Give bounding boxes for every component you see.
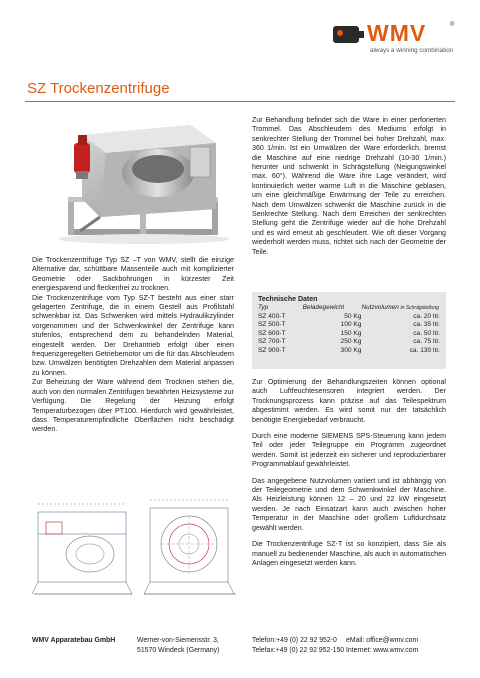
header-volume bbox=[361, 304, 440, 313]
paragraph-treatment: Zur Behandlung befindet sich die Ware in einer perforierten Trommel. Das Abschleudern des Mediums erfolgt in senkrechter Stellung der Trommel bei hoher Drehzahl, max. 360 1/min. Ist ein Umwälzen der Ware erforderlich, bremst die Maschine auf eine niedrige Drehzahl (10-30 1/min.) herunter und schwenkt in Schrägstellung (Neigungswinkel max. 60°). Während die Ware ihre Lage verändert, wird kontinuierlich weiter warme Luft in die Maschine geblasen, um eine gleichmäßige Erwärmung der Teile zu erreichen. Nach dem Umwälzen schwenkt die Maschine zurück in die Senkrechte Stellung. Nach dem Erreichen der senkrechten Stellung geht die Zentrifuge wieder auf die hohe Drehzahl und es wird erneut ab geschleudert. Wie oft dieser Vorgang wiederholt werden muss, richtet sich nach der Geometrie der Teile. bbox=[252, 116, 446, 256]
technical-drawings bbox=[32, 494, 238, 598]
table-row bbox=[258, 338, 440, 347]
cell-volume: ca. 35 ltr. bbox=[413, 321, 440, 329]
technical-drawing-icon bbox=[32, 494, 238, 598]
header-load-weight: Beladegewicht bbox=[302, 304, 345, 311]
cell-volume: ca. 75 ltr. bbox=[413, 338, 440, 346]
phone-number: Telefon:+49 (0) 22 92 952-0 bbox=[252, 637, 337, 644]
paragraph-heating: Zur Beheizung der Ware während dem Trocknen stehen die, auch von den normalen Zentrifugen bewährten Heizsysteme zur Verfügung. Die Regelung der Heizung erfolgt Temperaturbezogen über PT100. Hierdurch wird gewährleistet, dass Temperaturempfindliche Oberflächen nicht beschädigt werden. bbox=[32, 378, 234, 434]
technical-data-table bbox=[258, 304, 440, 356]
centrifuge-machine-photo bbox=[40, 113, 240, 255]
logo-tagline: always a winning combination bbox=[370, 47, 454, 54]
table-row bbox=[258, 313, 440, 322]
paragraph-sensors: Zur Optimierung der Behandlungszeiten können optional auch Luftfeuchtesensoren integriert werden. Der Trocknungsprozess kann präzise auf das Teilespektrum abgestimmt werden. Es wird somit nur der tatsächlich benötigte Energiebedarf verbraucht. bbox=[252, 378, 446, 424]
technical-data-title: Technische Daten bbox=[258, 296, 318, 303]
cell-type: SZ 600-T bbox=[258, 329, 286, 337]
wmv-logo-icon bbox=[333, 26, 359, 43]
cell-weight: 50 Kg bbox=[344, 312, 362, 320]
address-city: 51570 Windeck (Germany) bbox=[137, 647, 220, 654]
centrifuge-machine-icon bbox=[40, 113, 240, 255]
header-volume-label: Nutzvolumen bbox=[361, 304, 399, 311]
paragraph-usage: Die Trockenzentrifuge SZ-T ist so konzipiert, dass Sie als manuell zu bedienender Maschine, als auch in automatischen Anlagen eingesetzt werden kann. bbox=[252, 540, 447, 567]
company-name: WMV Apparatebau GmbH bbox=[32, 637, 116, 644]
paragraph-construction: Die Trockenzentrifuge vom Typ SZ-T besteht aus einer starr gelagerten Zentrifuge, die in einem Gestell aus Profilstahl schwenkbar ist. Das Schwenken wird mittels Hydraulikzylinder vorgenommen und der Schwenkwinkel der Zentrifuge kann stufenlos, entsprechend dem zu behandelnden Material, eingestellt werden. Der Drehantrieb erfolgt über einen frequenzgeregelten Getriebemotor um die für das Abschleudern bzw. Umwälzen benötigten Drehzahlen dem Material anpassen zu können. bbox=[32, 293, 234, 377]
title-divider bbox=[25, 101, 455, 102]
cell-type: SZ 400-T bbox=[258, 312, 286, 320]
wmv-logo bbox=[333, 22, 455, 56]
cell-volume: ca. 50 ltr. bbox=[413, 329, 440, 337]
table-header-row bbox=[258, 304, 440, 313]
paragraph-control: Durch eine moderne SIEMENS SPS-Steuerung kann jedem Teil oder jeder Teilegruppe ein Programm zugeordnet werden. Somit ist jederzeit ein sicherer und reproduzierbarer Programmablauf gewährleistet. bbox=[252, 432, 446, 469]
left-text-column bbox=[32, 256, 234, 435]
cell-volume: ca. 130 ltr. bbox=[409, 346, 440, 354]
cell-type: SZ 500-T bbox=[258, 321, 286, 329]
fax-number: Telefax:+49 (0) 22 92 952-150 bbox=[252, 647, 345, 654]
cell-type: SZ 700-T bbox=[258, 338, 286, 346]
paragraph-volume: Das angegebene Nutzvolumen variiert und ist abhängig von der Teilegeometrie und dem Schwenkwinkel der Maschine. Als Heizleistung können 12 – 20 und 22 kW eingesetzt werden. Je nach Einsatzart kann auch zwischen hoher Temperatur in der Maschine oder großem Luftdurchsatz gewählt werden. bbox=[252, 476, 446, 532]
cell-weight: 150 Kg bbox=[340, 329, 362, 337]
right-text-column bbox=[252, 116, 446, 257]
website-link[interactable]: Internet: www.wmv.com bbox=[346, 647, 419, 654]
email-link[interactable]: eMail: office@wmv.com bbox=[346, 637, 419, 644]
right-lower-text-column bbox=[252, 378, 446, 568]
paragraph-intro: Die Trockenzentrifuge Typ SZ –T von WMV, stellt die einzige Alternative dar, schüttbare Massenteile auch mit komplizierter Geometrie oder Sackbohrungen in kürzester Zeit energiesparend und fleckenfrei zu trocknen. bbox=[32, 256, 234, 293]
page-title: SZ Trockenzentrifuge bbox=[27, 80, 170, 97]
table-row bbox=[258, 347, 440, 356]
cell-type: SZ 900-T bbox=[258, 346, 286, 354]
footer-contact bbox=[346, 636, 418, 656]
technical-data-box bbox=[252, 292, 446, 369]
footer-phone bbox=[252, 636, 344, 656]
cell-weight: 250 Kg bbox=[340, 338, 362, 346]
registered-mark: ® bbox=[450, 22, 455, 28]
address-street: Werner-von-Siemensstr. 3, bbox=[137, 637, 219, 644]
footer-company bbox=[32, 636, 115, 646]
footer-address bbox=[137, 636, 219, 656]
table-row bbox=[258, 321, 440, 330]
cell-volume: ca. 20 ltr. bbox=[413, 312, 440, 320]
table-row bbox=[258, 330, 440, 339]
header-volume-note: in Schrägstellung bbox=[400, 305, 439, 311]
cell-weight: 100 Kg bbox=[340, 321, 362, 329]
header-type: Typ bbox=[258, 304, 269, 311]
logo-text: WMV bbox=[367, 20, 427, 46]
cell-weight: 300 Kg bbox=[340, 346, 362, 354]
